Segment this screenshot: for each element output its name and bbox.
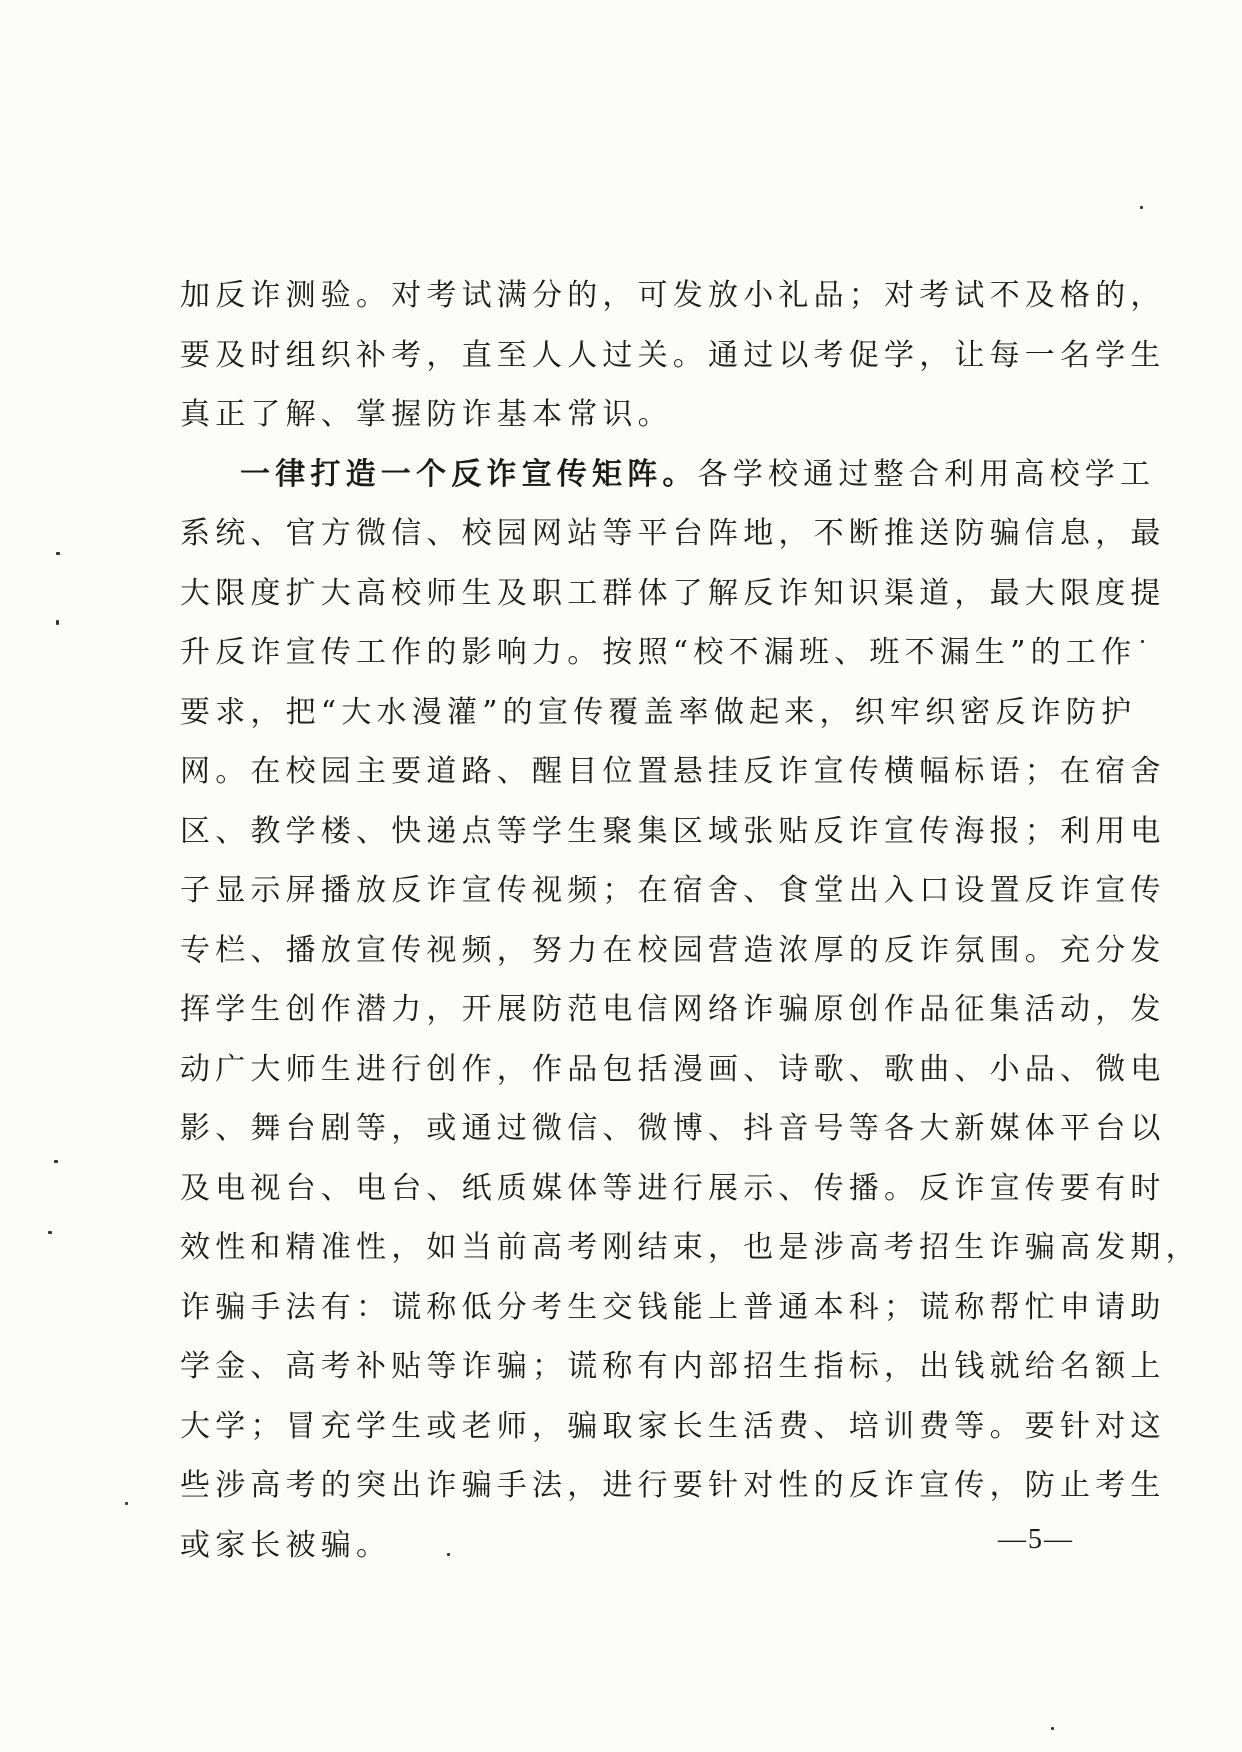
- paragraph-line: 影、舞台剧等，或通过微信、微博、抖音号等各大新媒体平台以: [180, 1111, 1166, 1146]
- paragraph-line: 挥学生创作潜力，开展防范电信网络诈骗原创作品征集活动，发: [180, 992, 1166, 1027]
- paragraph-line: 升反诈宣传工作的影响力。按照“校不漏班、班不漏生”的工作: [180, 635, 1137, 670]
- paragraph-line: 系统、官方微信、校园网站等平台阵地，不断推送防骗信息，最: [180, 516, 1166, 551]
- paragraph-line: 及电视台、电台、纸质媒体等进行展示、传播。反诈宣传要有时: [180, 1170, 1166, 1206]
- paragraph-line-rest: 各学校通过整合利用高校学工: [697, 456, 1156, 492]
- scan-speck: [125, 1502, 128, 1505]
- scan-speck: [56, 552, 60, 555]
- paragraph-line: 专栏、播放宣传视频，努力在校园营造浓厚的反诈氛围。充分发: [180, 932, 1166, 968]
- paragraph-line: 区、教学楼、快递点等学生聚集区域张贴反诈宣传海报；利用电: [180, 813, 1166, 849]
- paragraph-line: 诈骗手法有：谎称低分考生交钱能上普通本科；谎称帮忙申请助: [180, 1289, 1166, 1325]
- paragraph-line: 真正了解、掌握防诈基本常识。: [180, 397, 673, 432]
- paragraph-line: 大学；冒充学生或老师，骗取家长生活费、培训费等。要针对这: [180, 1408, 1166, 1444]
- scan-speck: [56, 620, 59, 625]
- paragraph-line: 要求，把“大水漫灌”的宣传覆盖率做起来，织牢织密反诈防护: [180, 694, 1137, 730]
- paragraph-line: 加反诈测验。对考试满分的，可发放小礼品；对考试不及格的，: [180, 278, 1166, 313]
- paragraph-heading-line: [180, 445, 1156, 505]
- scan-speck: [1051, 1727, 1054, 1730]
- document-body: [180, 266, 1201, 1575]
- paragraph-heading: 一律打造一个反诈宣传矩阵。: [240, 456, 698, 492]
- scan-speck: [1140, 206, 1143, 209]
- scan-speck: [54, 1160, 58, 1163]
- scan-speck: [48, 1231, 52, 1234]
- paragraph-line: 大限度扩大高校师生及职工群体了解反诈知识渠道，最大限度提: [180, 575, 1166, 611]
- paragraph-line: 些涉高考的突出诈骗手法，进行要针对性的反诈宣传，防止考生: [180, 1468, 1166, 1503]
- paragraph-line: 动广大师生进行创作，作品包括漫画、诗歌、歌曲、小品、微电: [180, 1051, 1166, 1087]
- paragraph-line: 子显示屏播放反诈宣传视频；在宿舍、食堂出入口设置反诈宣传: [180, 873, 1166, 908]
- page-number: —5—: [998, 1524, 1074, 1555]
- paragraph-line: 或家长被骗。: [180, 1527, 392, 1563]
- paragraph-line: 效性和精准性，如当前高考刚结束，也是涉高考招生诈骗高发期，: [180, 1230, 1201, 1265]
- scan-speck: [447, 1553, 450, 1556]
- paragraph-line: 学金、高考补贴等诈骗；谎称有内部招生指标，出钱就给名额上: [180, 1349, 1166, 1384]
- paragraph-line: 要及时组织补考，直至人人过关。通过以考促学，让每一名学生: [180, 337, 1166, 373]
- scan-speck: [1141, 640, 1144, 643]
- paragraph-line: 网。在校园主要道路、醒目位置悬挂反诈宣传横幅标语；在宿舍: [180, 754, 1166, 789]
